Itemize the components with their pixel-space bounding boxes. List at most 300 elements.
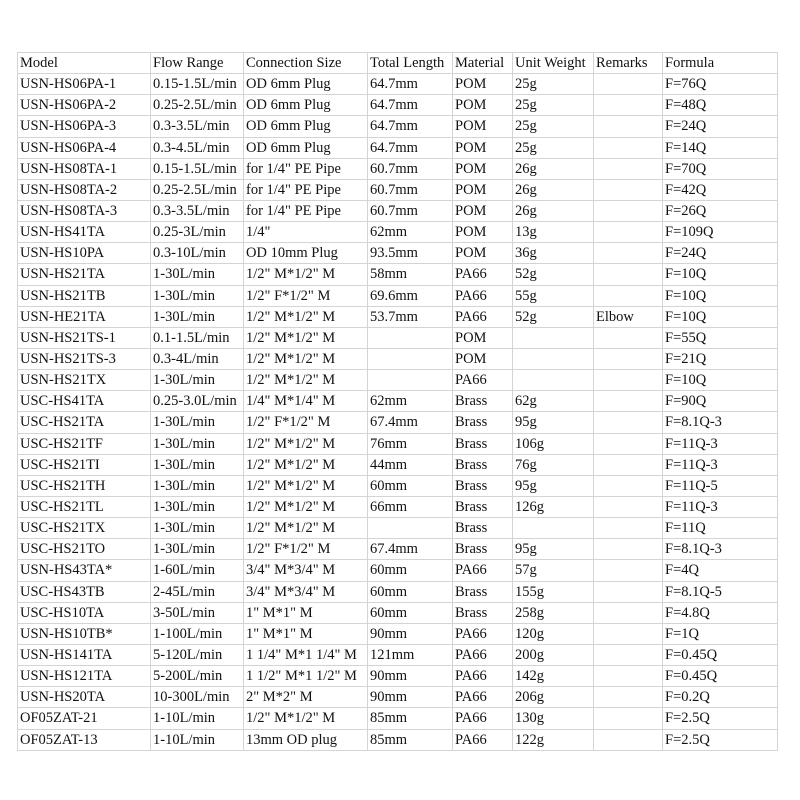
flow-range-cell: 1-30L/min: [151, 285, 244, 306]
unit-weight-cell: 95g: [513, 475, 594, 496]
model-cell: USN-HS21TX: [18, 370, 151, 391]
table-row: [18, 560, 778, 581]
model-cell: OF05ZAT-13: [18, 729, 151, 750]
material-cell: POM: [453, 137, 513, 158]
formula-cell: F=10Q: [663, 264, 778, 285]
connection-size-cell: OD 10mm Plug: [244, 243, 368, 264]
remarks-cell: [594, 74, 663, 95]
header-connection-size: Connection Size: [244, 53, 368, 74]
formula-cell: F=10Q: [663, 306, 778, 327]
unit-weight-cell: [513, 370, 594, 391]
flow-range-cell: 0.25-2.5L/min: [151, 95, 244, 116]
unit-weight-cell: 62g: [513, 391, 594, 412]
unit-weight-cell: 142g: [513, 666, 594, 687]
table-row: [18, 729, 778, 750]
formula-cell: F=11Q: [663, 518, 778, 539]
connection-size-cell: 1/2" F*1/2" M: [244, 539, 368, 560]
model-cell: USN-HS06PA-1: [18, 74, 151, 95]
formula-cell: F=10Q: [663, 370, 778, 391]
remarks-cell: [594, 243, 663, 264]
remarks-cell: [594, 285, 663, 306]
connection-size-cell: 1 1/4" M*1 1/4" M: [244, 644, 368, 665]
flow-range-cell: 5-200L/min: [151, 666, 244, 687]
unit-weight-cell: 122g: [513, 729, 594, 750]
connection-size-cell: 1" M*1" M: [244, 623, 368, 644]
remarks-cell: [594, 602, 663, 623]
total-length-cell: 60mm: [368, 581, 453, 602]
model-cell: USN-HS10PA: [18, 243, 151, 264]
model-cell: USN-HS08TA-1: [18, 158, 151, 179]
connection-size-cell: OD 6mm Plug: [244, 95, 368, 116]
unit-weight-cell: [513, 348, 594, 369]
connection-size-cell: 1/2" M*1/2" M: [244, 306, 368, 327]
remarks-cell: Elbow: [594, 306, 663, 327]
spec-sheet: [17, 52, 778, 751]
model-cell: OF05ZAT-21: [18, 708, 151, 729]
unit-weight-cell: 52g: [513, 264, 594, 285]
table-row: [18, 475, 778, 496]
header-material: Material: [453, 53, 513, 74]
unit-weight-cell: 130g: [513, 708, 594, 729]
remarks-cell: [594, 327, 663, 348]
model-cell: USC-HS21TX: [18, 518, 151, 539]
unit-weight-cell: 95g: [513, 539, 594, 560]
connection-size-cell: 1/2" M*1/2" M: [244, 264, 368, 285]
flow-range-cell: 0.25-3L/min: [151, 222, 244, 243]
material-cell: Brass: [453, 581, 513, 602]
flow-range-cell: 1-30L/min: [151, 306, 244, 327]
connection-size-cell: 1/2" M*1/2" M: [244, 518, 368, 539]
formula-cell: F=10Q: [663, 285, 778, 306]
table-row: [18, 454, 778, 475]
total-length-cell: 60mm: [368, 475, 453, 496]
total-length-cell: 60.7mm: [368, 200, 453, 221]
material-cell: Brass: [453, 433, 513, 454]
connection-size-cell: 2" M*2" M: [244, 687, 368, 708]
model-cell: USN-HE21TA: [18, 306, 151, 327]
table-row: [18, 623, 778, 644]
material-cell: POM: [453, 179, 513, 200]
flow-range-cell: 0.15-1.5L/min: [151, 74, 244, 95]
connection-size-cell: 3/4" M*3/4" M: [244, 560, 368, 581]
flow-range-cell: 1-30L/min: [151, 264, 244, 285]
material-cell: PA66: [453, 264, 513, 285]
unit-weight-cell: 126g: [513, 496, 594, 517]
unit-weight-cell: 25g: [513, 74, 594, 95]
unit-weight-cell: 200g: [513, 644, 594, 665]
connection-size-cell: 1/4": [244, 222, 368, 243]
table-row: [18, 433, 778, 454]
formula-cell: F=8.1Q-3: [663, 412, 778, 433]
flow-range-cell: 1-10L/min: [151, 708, 244, 729]
material-cell: PA66: [453, 623, 513, 644]
model-cell: USC-HS10TA: [18, 602, 151, 623]
remarks-cell: [594, 687, 663, 708]
model-cell: USN-HS20TA: [18, 687, 151, 708]
flow-range-cell: 1-100L/min: [151, 623, 244, 644]
connection-size-cell: 1/2" F*1/2" M: [244, 412, 368, 433]
table-row: [18, 391, 778, 412]
model-cell: USN-HS10TB*: [18, 623, 151, 644]
connection-size-cell: 1/2" M*1/2" M: [244, 708, 368, 729]
total-length-cell: 85mm: [368, 708, 453, 729]
remarks-cell: [594, 95, 663, 116]
material-cell: PA66: [453, 370, 513, 391]
model-cell: USN-HS43TA*: [18, 560, 151, 581]
header-model: Model: [18, 53, 151, 74]
flow-range-cell: 0.3-3.5L/min: [151, 116, 244, 137]
table-row: [18, 243, 778, 264]
material-cell: POM: [453, 222, 513, 243]
total-length-cell: 62mm: [368, 391, 453, 412]
table-row: [18, 518, 778, 539]
table-body: [18, 74, 778, 751]
unit-weight-cell: 25g: [513, 95, 594, 116]
material-cell: PA66: [453, 708, 513, 729]
table-row: [18, 306, 778, 327]
table-row: [18, 496, 778, 517]
flow-range-cell: 0.1-1.5L/min: [151, 327, 244, 348]
material-cell: Brass: [453, 496, 513, 517]
unit-weight-cell: 76g: [513, 454, 594, 475]
flow-range-cell: 3-50L/min: [151, 602, 244, 623]
material-cell: Brass: [453, 602, 513, 623]
remarks-cell: [594, 179, 663, 200]
formula-cell: F=42Q: [663, 179, 778, 200]
formula-cell: F=76Q: [663, 74, 778, 95]
formula-cell: F=1Q: [663, 623, 778, 644]
total-length-cell: 67.4mm: [368, 539, 453, 560]
material-cell: PA66: [453, 729, 513, 750]
total-length-cell: 90mm: [368, 687, 453, 708]
formula-cell: F=11Q-3: [663, 454, 778, 475]
formula-cell: F=8.1Q-3: [663, 539, 778, 560]
unit-weight-cell: 258g: [513, 602, 594, 623]
material-cell: Brass: [453, 518, 513, 539]
unit-weight-cell: 26g: [513, 200, 594, 221]
flow-range-cell: 1-30L/min: [151, 433, 244, 454]
total-length-cell: 121mm: [368, 644, 453, 665]
model-cell: USC-HS21TH: [18, 475, 151, 496]
table-row: [18, 644, 778, 665]
material-cell: PA66: [453, 666, 513, 687]
material-cell: Brass: [453, 539, 513, 560]
flow-range-cell: 1-30L/min: [151, 370, 244, 391]
remarks-cell: [594, 158, 663, 179]
material-cell: Brass: [453, 454, 513, 475]
connection-size-cell: OD 6mm Plug: [244, 116, 368, 137]
remarks-cell: [594, 539, 663, 560]
remarks-cell: [594, 581, 663, 602]
table-row: [18, 370, 778, 391]
material-cell: Brass: [453, 412, 513, 433]
formula-cell: F=24Q: [663, 243, 778, 264]
model-cell: USN-HS21TS-1: [18, 327, 151, 348]
total-length-cell: [368, 327, 453, 348]
header-row: [18, 53, 778, 74]
formula-cell: F=4Q: [663, 560, 778, 581]
flow-range-cell: 1-10L/min: [151, 729, 244, 750]
table-row: [18, 327, 778, 348]
remarks-cell: [594, 729, 663, 750]
model-cell: USN-HS21TA: [18, 264, 151, 285]
total-length-cell: 62mm: [368, 222, 453, 243]
table-row: [18, 222, 778, 243]
model-cell: USN-HS21TB: [18, 285, 151, 306]
model-cell: USC-HS21TF: [18, 433, 151, 454]
total-length-cell: 85mm: [368, 729, 453, 750]
total-length-cell: [368, 348, 453, 369]
remarks-cell: [594, 348, 663, 369]
connection-size-cell: 1/2" M*1/2" M: [244, 475, 368, 496]
remarks-cell: [594, 433, 663, 454]
formula-cell: F=4.8Q: [663, 602, 778, 623]
flow-range-cell: 1-30L/min: [151, 518, 244, 539]
connection-size-cell: 1/2" M*1/2" M: [244, 433, 368, 454]
total-length-cell: 90mm: [368, 623, 453, 644]
remarks-cell: [594, 496, 663, 517]
header-flow-range: Flow Range: [151, 53, 244, 74]
unit-weight-cell: [513, 518, 594, 539]
connection-size-cell: 13mm OD plug: [244, 729, 368, 750]
flow-range-cell: 0.3-4.5L/min: [151, 137, 244, 158]
header-remarks: Remarks: [594, 53, 663, 74]
flow-range-cell: 0.25-2.5L/min: [151, 179, 244, 200]
connection-size-cell: 3/4" M*3/4" M: [244, 581, 368, 602]
model-cell: USC-HS21TL: [18, 496, 151, 517]
total-length-cell: 60.7mm: [368, 158, 453, 179]
header-total-length: Total Length: [368, 53, 453, 74]
model-cell: USN-HS21TS-3: [18, 348, 151, 369]
total-length-cell: 64.7mm: [368, 116, 453, 137]
model-cell: USC-HS21TO: [18, 539, 151, 560]
material-cell: POM: [453, 327, 513, 348]
remarks-cell: [594, 137, 663, 158]
connection-size-cell: 1/2" M*1/2" M: [244, 327, 368, 348]
material-cell: POM: [453, 158, 513, 179]
flow-range-cell: 1-30L/min: [151, 412, 244, 433]
model-cell: USC-HS41TA: [18, 391, 151, 412]
remarks-cell: [594, 708, 663, 729]
total-length-cell: 53.7mm: [368, 306, 453, 327]
remarks-cell: [594, 391, 663, 412]
remarks-cell: [594, 666, 663, 687]
flow-range-cell: 1-30L/min: [151, 454, 244, 475]
unit-weight-cell: 155g: [513, 581, 594, 602]
table-row: [18, 264, 778, 285]
model-cell: USN-HS08TA-2: [18, 179, 151, 200]
total-length-cell: 64.7mm: [368, 74, 453, 95]
table-row: [18, 116, 778, 137]
table-row: [18, 412, 778, 433]
header-formula: Formula: [663, 53, 778, 74]
model-cell: USN-HS06PA-2: [18, 95, 151, 116]
unit-weight-cell: 206g: [513, 687, 594, 708]
remarks-cell: [594, 475, 663, 496]
total-length-cell: 64.7mm: [368, 95, 453, 116]
flow-range-cell: 0.3-3.5L/min: [151, 200, 244, 221]
table-row: [18, 200, 778, 221]
table-row: [18, 687, 778, 708]
formula-cell: F=2.5Q: [663, 729, 778, 750]
formula-cell: F=109Q: [663, 222, 778, 243]
unit-weight-cell: 26g: [513, 179, 594, 200]
connection-size-cell: OD 6mm Plug: [244, 137, 368, 158]
flow-range-cell: 1-30L/min: [151, 496, 244, 517]
total-length-cell: 60mm: [368, 602, 453, 623]
unit-weight-cell: 106g: [513, 433, 594, 454]
formula-cell: F=11Q-5: [663, 475, 778, 496]
remarks-cell: [594, 222, 663, 243]
total-length-cell: 90mm: [368, 666, 453, 687]
unit-weight-cell: 95g: [513, 412, 594, 433]
material-cell: Brass: [453, 391, 513, 412]
total-length-cell: 76mm: [368, 433, 453, 454]
material-cell: PA66: [453, 560, 513, 581]
table-row: [18, 539, 778, 560]
connection-size-cell: 1 1/2" M*1 1/2" M: [244, 666, 368, 687]
material-cell: POM: [453, 116, 513, 137]
model-cell: USC-HS21TI: [18, 454, 151, 475]
material-cell: POM: [453, 95, 513, 116]
remarks-cell: [594, 623, 663, 644]
table-row: [18, 581, 778, 602]
model-cell: USN-HS08TA-3: [18, 200, 151, 221]
material-cell: POM: [453, 200, 513, 221]
total-length-cell: 44mm: [368, 454, 453, 475]
formula-cell: F=48Q: [663, 95, 778, 116]
total-length-cell: 58mm: [368, 264, 453, 285]
total-length-cell: 60.7mm: [368, 179, 453, 200]
remarks-cell: [594, 644, 663, 665]
formula-cell: F=11Q-3: [663, 496, 778, 517]
model-cell: USN-HS141TA: [18, 644, 151, 665]
table-row: [18, 602, 778, 623]
unit-weight-cell: 120g: [513, 623, 594, 644]
formula-cell: F=8.1Q-5: [663, 581, 778, 602]
formula-cell: F=21Q: [663, 348, 778, 369]
unit-weight-cell: 55g: [513, 285, 594, 306]
flow-range-cell: 2-45L/min: [151, 581, 244, 602]
formula-cell: F=11Q-3: [663, 433, 778, 454]
unit-weight-cell: 57g: [513, 560, 594, 581]
formula-cell: F=26Q: [663, 200, 778, 221]
formula-cell: F=90Q: [663, 391, 778, 412]
flow-range-cell: 5-120L/min: [151, 644, 244, 665]
connection-size-cell: 1/2" M*1/2" M: [244, 454, 368, 475]
model-cell: USC-HS21TA: [18, 412, 151, 433]
material-cell: PA66: [453, 285, 513, 306]
material-cell: PA66: [453, 306, 513, 327]
material-cell: PA66: [453, 644, 513, 665]
model-cell: USN-HS121TA: [18, 666, 151, 687]
header-unit-weight: Unit Weight: [513, 53, 594, 74]
formula-cell: F=24Q: [663, 116, 778, 137]
remarks-cell: [594, 370, 663, 391]
flow-range-cell: 1-30L/min: [151, 539, 244, 560]
material-cell: POM: [453, 348, 513, 369]
table-row: [18, 95, 778, 116]
model-cell: USN-HS06PA-3: [18, 116, 151, 137]
total-length-cell: 64.7mm: [368, 137, 453, 158]
unit-weight-cell: 52g: [513, 306, 594, 327]
flow-range-cell: 10-300L/min: [151, 687, 244, 708]
unit-weight-cell: 25g: [513, 137, 594, 158]
remarks-cell: [594, 200, 663, 221]
connection-size-cell: 1/2" M*1/2" M: [244, 496, 368, 517]
connection-size-cell: for 1/4" PE Pipe: [244, 179, 368, 200]
table-row: [18, 179, 778, 200]
connection-size-cell: 1" M*1" M: [244, 602, 368, 623]
connection-size-cell: 1/4" M*1/4" M: [244, 391, 368, 412]
formula-cell: F=2.5Q: [663, 708, 778, 729]
formula-cell: F=55Q: [663, 327, 778, 348]
flow-range-cell: 0.15-1.5L/min: [151, 158, 244, 179]
material-cell: POM: [453, 74, 513, 95]
connection-size-cell: 1/2" F*1/2" M: [244, 285, 368, 306]
connection-size-cell: 1/2" M*1/2" M: [244, 348, 368, 369]
flow-meter-spec-table: [17, 52, 778, 751]
total-length-cell: 69.6mm: [368, 285, 453, 306]
table-row: [18, 74, 778, 95]
remarks-cell: [594, 116, 663, 137]
table-row: [18, 137, 778, 158]
material-cell: PA66: [453, 687, 513, 708]
unit-weight-cell: [513, 327, 594, 348]
unit-weight-cell: 36g: [513, 243, 594, 264]
model-cell: USN-HS06PA-4: [18, 137, 151, 158]
unit-weight-cell: 25g: [513, 116, 594, 137]
formula-cell: F=0.2Q: [663, 687, 778, 708]
flow-range-cell: 1-60L/min: [151, 560, 244, 581]
table-row: [18, 666, 778, 687]
material-cell: POM: [453, 243, 513, 264]
remarks-cell: [594, 454, 663, 475]
connection-size-cell: 1/2" M*1/2" M: [244, 370, 368, 391]
total-length-cell: 60mm: [368, 560, 453, 581]
total-length-cell: [368, 370, 453, 391]
total-length-cell: 93.5mm: [368, 243, 453, 264]
connection-size-cell: OD 6mm Plug: [244, 74, 368, 95]
formula-cell: F=0.45Q: [663, 644, 778, 665]
total-length-cell: [368, 518, 453, 539]
remarks-cell: [594, 264, 663, 285]
total-length-cell: 67.4mm: [368, 412, 453, 433]
unit-weight-cell: 13g: [513, 222, 594, 243]
remarks-cell: [594, 560, 663, 581]
total-length-cell: 66mm: [368, 496, 453, 517]
unit-weight-cell: 26g: [513, 158, 594, 179]
model-cell: USC-HS43TB: [18, 581, 151, 602]
remarks-cell: [594, 412, 663, 433]
formula-cell: F=14Q: [663, 137, 778, 158]
flow-range-cell: 0.3-4L/min: [151, 348, 244, 369]
remarks-cell: [594, 518, 663, 539]
connection-size-cell: for 1/4" PE Pipe: [244, 200, 368, 221]
table-row: [18, 348, 778, 369]
table-row: [18, 708, 778, 729]
table-row: [18, 285, 778, 306]
formula-cell: F=0.45Q: [663, 666, 778, 687]
connection-size-cell: for 1/4" PE Pipe: [244, 158, 368, 179]
material-cell: Brass: [453, 475, 513, 496]
flow-range-cell: 0.25-3.0L/min: [151, 391, 244, 412]
flow-range-cell: 1-30L/min: [151, 475, 244, 496]
table-row: [18, 158, 778, 179]
flow-range-cell: 0.3-10L/min: [151, 243, 244, 264]
model-cell: USN-HS41TA: [18, 222, 151, 243]
formula-cell: F=70Q: [663, 158, 778, 179]
